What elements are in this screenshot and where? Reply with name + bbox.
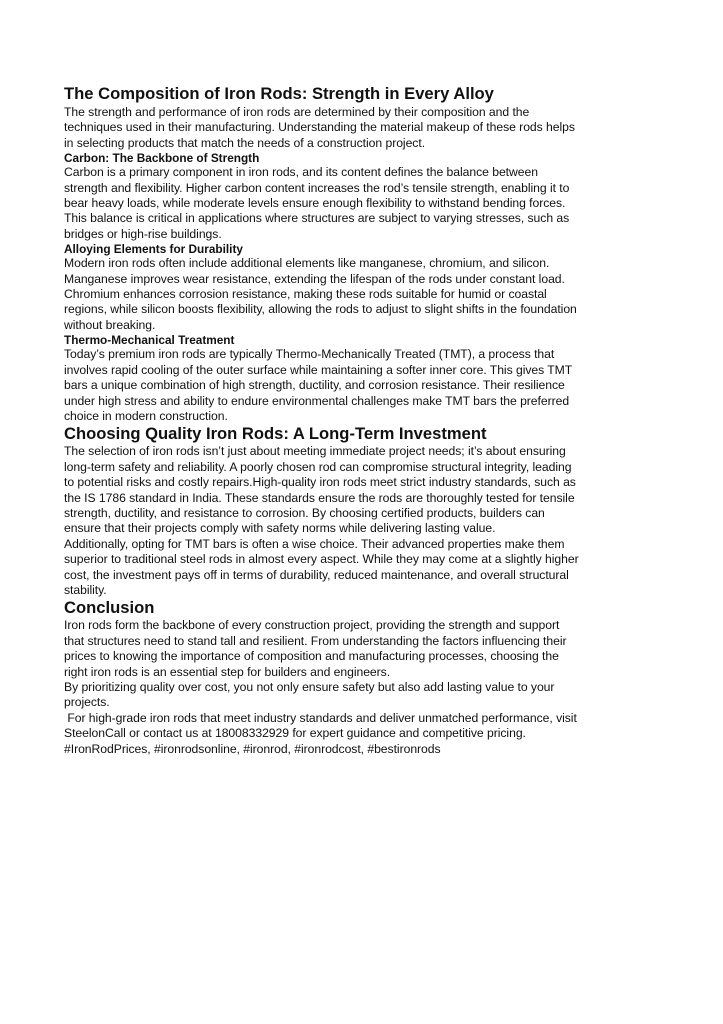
alloying-paragraph [64,256,644,333]
conclusion-paragraph-3 [64,711,644,757]
text-line: SteelonCall or contact us at 18008332929 for expert guidance and competitive pricing. [64,726,526,741]
text-line: regions, while silicon boosts flexibility, allowing the rods to adjust to slight shifts in the foundation [64,302,577,317]
text-line: strength and flexibility. Higher carbon content increases the rod’s tensile strength, enabling it to [64,180,570,195]
tmt-heading: Thermo-Mechanical Treatment [64,333,235,348]
text-line: cost, the investment pays off in terms of durability, reduced maintenance, and overall structural [64,567,569,582]
text-line: Today’s premium iron rods are typically Thermo-Mechanically Treated (TMT), a process that [64,347,555,362]
text-line: Chromium enhances corrosion resistance, making these rods suitable for humid or coastal [64,287,547,302]
text-line: the IS 1786 standard in India. These standards ensure the rods are thoroughly tested for tensile [64,490,575,505]
text-line: bridges or high-rise buildings. [64,226,222,241]
text-line: bear heavy loads, while moderate levels ensure enough flexibility to withstand bending forces. [64,196,566,211]
hashtags: #IronRodPrices, #ironrodsonline, #ironrod, #ironrodcost, #bestironrods [64,741,441,756]
conclusion-paragraph-1 [64,618,644,680]
carbon-paragraph [64,165,644,242]
text-line: ensure that their projects comply with safety norms while delivering lasting value. [64,521,496,536]
tmt-paragraph [64,347,644,424]
text-line: By prioritizing quality over cost, you not only ensure safety but also add lasting value to your [64,680,555,694]
text-line: stability. [64,582,107,597]
text-line: under high stress and ability to endure environmental challenges make TMT bars the preferred [64,393,570,408]
text-line: Carbon is a primary component in iron rods, and its content defines the balance between [64,165,538,180]
text-line: Additionally, opting for TMT bars is often a wise choice. Their advanced properties make them [64,536,565,551]
text-line: involves rapid cooling of the outer surface while maintaining a softer inner core. This gives TMT [64,362,573,377]
quality-heading: Choosing Quality Iron Rods: A Long-Term Investment [64,424,487,444]
intro-paragraph [64,105,644,151]
text-line: The strength and performance of iron rods are determined by their composition and the [64,105,530,119]
text-line: without breaking. [64,317,156,332]
document-page [64,84,644,757]
article-title: The Composition of Iron Rods: Strength in Every Alloy [64,84,494,103]
quality-paragraph-2 [64,537,644,599]
text-line: Modern iron rods often include additional elements like manganese, chromium, and silicon. [64,256,550,271]
text-line: Manganese improves wear resistance, extending the lifespan of the rods under constant load. [64,271,565,286]
text-line: prices to knowing the importance of composition and manufacturing processes, choosing the [64,649,559,664]
conclusion-heading: Conclusion [64,598,155,618]
text-line: For high-grade iron rods that meet industry standards and deliver unmatched performance, visit [64,710,577,725]
text-line: right iron rods is an essential step for builders and engineers. [64,664,391,679]
text-line: strength, ductility, and resistance to corrosion. By choosing certified products, builders can [64,505,545,520]
conclusion-paragraph-2 [64,680,644,711]
alloying-heading: Alloying Elements for Durability [64,242,243,257]
text-line: that structures need to stand tall and resilient. From understanding the factors influencing their [64,633,567,648]
text-line: The selection of iron rods isn’t just about meeting immediate project needs; it’s about ensuring [64,444,566,459]
carbon-heading: Carbon: The Backbone of Strength [64,151,260,166]
text-line: techniques used in their manufacturing. Understanding the material makeup of these rods helps [64,120,575,135]
text-line: Iron rods form the backbone of every construction project, providing the strength and support [64,618,560,633]
text-line: choice in modern construction. [64,408,228,423]
text-line: to potential risks and costly repairs.High-quality iron rods meet strict industry standards, such as [64,475,576,490]
quality-paragraph-1 [64,444,644,536]
text-line: superior to traditional steel rods in almost every aspect. While they may come at a slightly higher [64,552,579,567]
text-line: This balance is critical in applications where structures are subject to varying stresses, such as [64,211,570,226]
text-line: long-term safety and reliability. A poorly chosen rod can compromise structural integrity, leading [64,459,572,474]
text-line: in selecting products that match the needs of a construction project. [64,135,426,150]
text-line: projects. [64,695,110,710]
text-line: bars a unique combination of high strength, ductility, and corrosion resistance. Their resilience [64,378,565,393]
